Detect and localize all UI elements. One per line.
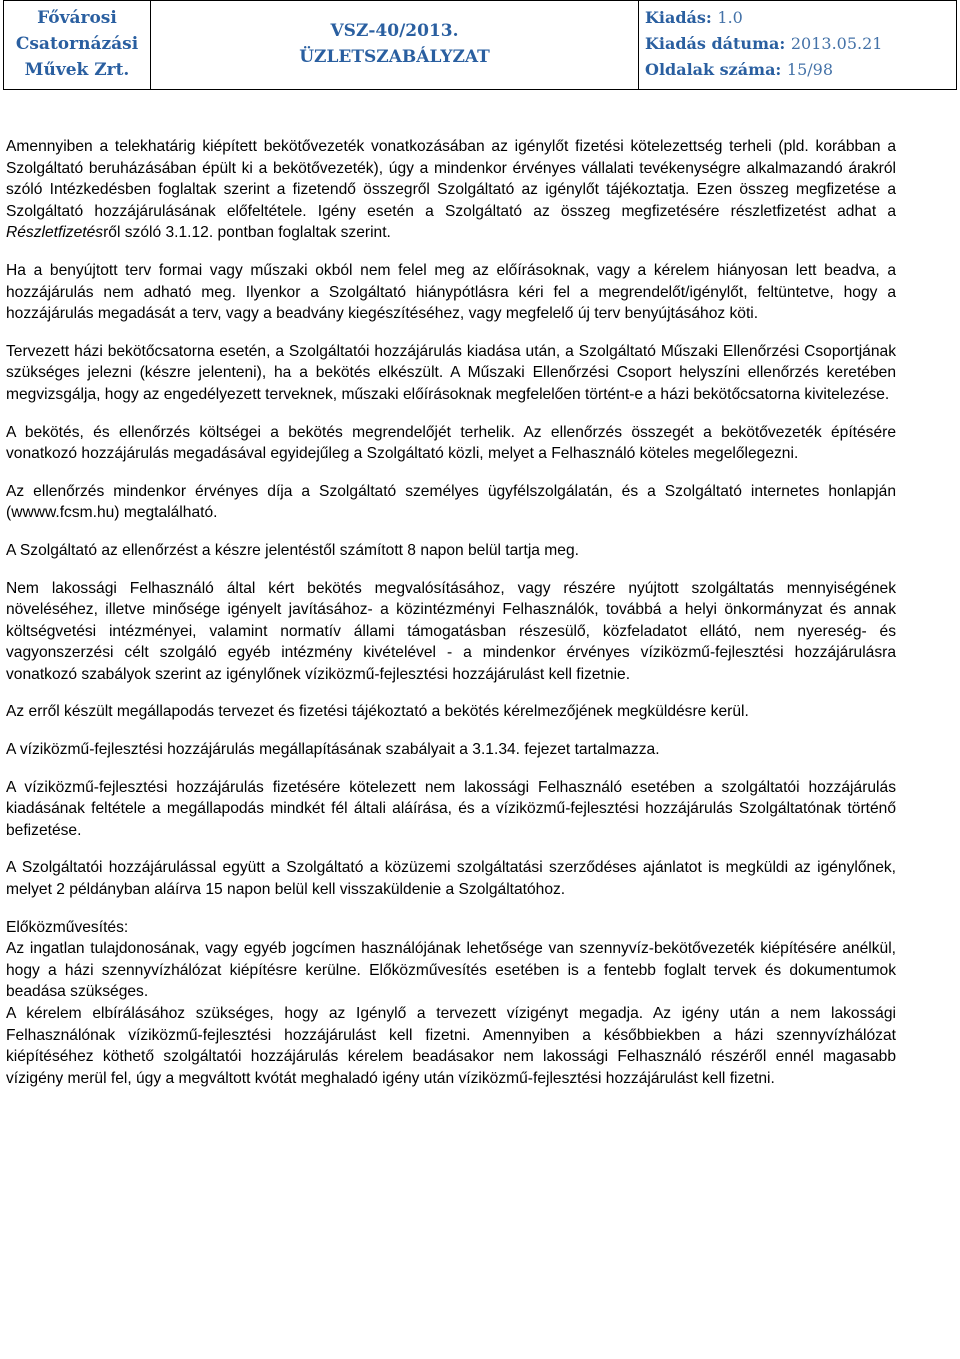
paragraph-inspection-fee: Az ellenőrzés mindenkor érvényes díja a Szolgáltató személyes ügyfélszolgálatán, és a Szolgáltató internetes honlapján (wwww.fcsm.hu) megtalálható. (6, 482, 896, 522)
issue-date-value: 2013.05.21 (790, 34, 883, 53)
paragraph-plan-deficiency: Ha a benyújtott terv formai vagy műszaki okból nem felel meg az előírásoknak, vagy a kérelem hiányosan lett beadva, a hozzájárulás nem adható meg. Ilyenkor a Szolgáltató hiánypótlásra kéri fel a megrendelőt/igénylőt, feltüntetve, hogy a hozzájárulás megadását a terv, vagy a beadvány kiegészítéséhez, vagy megfelelő új terv benyújtásához köti. (6, 261, 896, 323)
document-title-cell (151, 1, 639, 90)
paragraph-contribution-rules: A víziközmű-fejlesztési hozzájárulás megállapításának szabályait a 3.1.34. fejezet tartalmazza. (6, 741, 660, 759)
paragraph-completion-report: Tervezett házi bekötőcsatorna esetén, a Szolgáltatói hozzájárulás kiadása után, a Szolgáltató Műszaki Ellenőrzési Csoportjának szükséges jelezni (készre jelenteni), ha a bekötés elkészült. A Műszaki Ellenőrzési Csoport helyszíni ellenőrzés keretében megvizsgálja, hogy az engedélyezett terveknek, műszaki előírásoknak megfelelően történt-e a házi bekötőcsatorna kivitelezése. (6, 342, 896, 403)
paragraph-water-demand: A kérelem elbírálásához szükséges, hogy az Igénylő a tervezett vízigényt megadja. Az igény után a nem lakossági Felhasználónak víziközmű-fejlesztési hozzájárulást kell fizetni. Amennyiben a későbbiekben a házi szennyvízhálózat kiépítéséhez köthető szolgáltatói hozzájárulás kérelem beadásakor nem lakossági Felhasználó részéről ennél magasabb vízigény merül fel, úgy a megváltott kvótát meghaladó igény után víziközmű-fejlesztési hozzájárulást kell fizetni. (6, 1005, 896, 1087)
company-name-line-2: Csatornázási (15, 34, 139, 54)
page-count-label: Oldalak száma: (645, 60, 782, 79)
paragraph-1-text-a: Amennyiben a telekhatárig kiépített bekötővezeték vonatkozásában az igénylőt fizetési kötelezettség terheli (pld. korábban a Szolgáltató beruházásában épült ki a bekötővezeték), úgy a mindenkor érvényes vállalati tevékenységre alkalmazandó árakról szóló Intézkedésben foglaltak szerint a fizetendő összegről Szolgáltató az igénylőt tájékoztatja. Ezen összeg megfizetése a Szolgáltató hozzájárulásának előfeltétele. Igény esetén a Szolgáltató az összeg megfizetésére részletfizetést adhat a (6, 138, 896, 220)
section-label-pre-utility: Előközművesítés: (6, 918, 129, 936)
paragraph-payment-obligation (6, 136, 896, 244)
document-body (6, 136, 896, 1089)
paragraph-1-italic-term: Részletfizetés (6, 224, 104, 242)
paragraph-contribution-condition: A víziközmű-fejlesztési hozzájárulás fizetésére kötelezett nem lakossági Felhasználó esetében a szolgáltatói hozzájárulás kiadásának feltétele a megállapodás mindkét fél általi aláírása, és a víziközmű-fejlesztési hozzájárulás Szolgáltatónak történő befizetése. (6, 778, 896, 839)
paragraph-1-text-b: ről szóló 3.1.12. pontban foglaltak szerint. (103, 224, 391, 242)
edition-value: 1.0 (717, 8, 743, 27)
edition-row (645, 5, 956, 31)
issue-date-label: Kiadás dátuma: (645, 34, 786, 53)
document-header (3, 0, 957, 90)
paragraph-inspection-deadline: A Szolgáltató az ellenőrzést a készre jelentéstől számított 8 napon belül tartja meg. (6, 541, 579, 559)
company-name-line-1: Fővárosi (37, 8, 117, 28)
company-name-line-3: Művek Zrt. (24, 60, 130, 80)
paragraph-service-contract: A Szolgáltatói hozzájárulással együtt a Szolgáltató a közüzemi szolgáltatási szerződéses ajánlatot is megküldi az igénylőnek, melyet 2 példányban aláírva 15 napon belül kell visszaküldenie a Szolgáltatóhoz. (6, 859, 896, 899)
paragraph-development-contribution: Nem lakossági Felhasználó által kért bekötés megvalósításához, vagy részére nyújtott szolgáltatás mennyiségének növeléséhez, illetve minősége igényelt javításához- a közintézményi Felhasználók, továbbá a helyi önkormányzat és annak költségvetési intézményei, valamint normatív állami támogatásban részesülő, közfeladatot ellátó, nem nyereség- és vagyonszerzési célt szolgáló egyéb intézmény kivételével - a mindenkor érvényes víziközmű-fejlesztési hozzájárulásra vonatkozó szabályok szerint az igénylőnek víziközmű-fejlesztési hozzájárulást kell fizetnie. (6, 579, 896, 683)
paragraph-pre-utility-connection: Az ingatlan tulajdonosának, vagy egyéb jogcímen használójának lehetősége van szennyvíz-bekötővezeték kiépítésére anélkül, hogy a házi szennyvízhálózat kiépítésre kerülne. Előközművesítés esetében is a fentebb foglalt tervek és dokumentumok beadása szükséges. (6, 940, 896, 1001)
document-title: ÜZLETSZABÁLYZAT (299, 47, 490, 67)
issue-date-row (645, 31, 956, 57)
edition-label: Kiadás: (645, 8, 712, 27)
document-code: VSZ-40/2013. (330, 21, 459, 41)
company-name-cell (4, 1, 151, 90)
paragraph-agreement-draft: Az erről készült megállapodás tervezet és fizetési tájékoztató a bekötés kérelmezőjének megküldésre kerül. (6, 703, 749, 721)
paragraph-inspection-costs: A bekötés, és ellenőrzés költségei a bekötés megrendelőjét terhelik. Az ellenőrzés összegét a bekötővezeték építésére vonatkozó hozzájárulás megadásával egyidejűleg a Szolgáltató közli, melyet a Felhasználó köteles megelőlegezni. (6, 423, 896, 463)
page-count-value: 15/98 (786, 60, 834, 79)
page-count-row (645, 57, 956, 83)
document-meta-cell (639, 1, 957, 90)
